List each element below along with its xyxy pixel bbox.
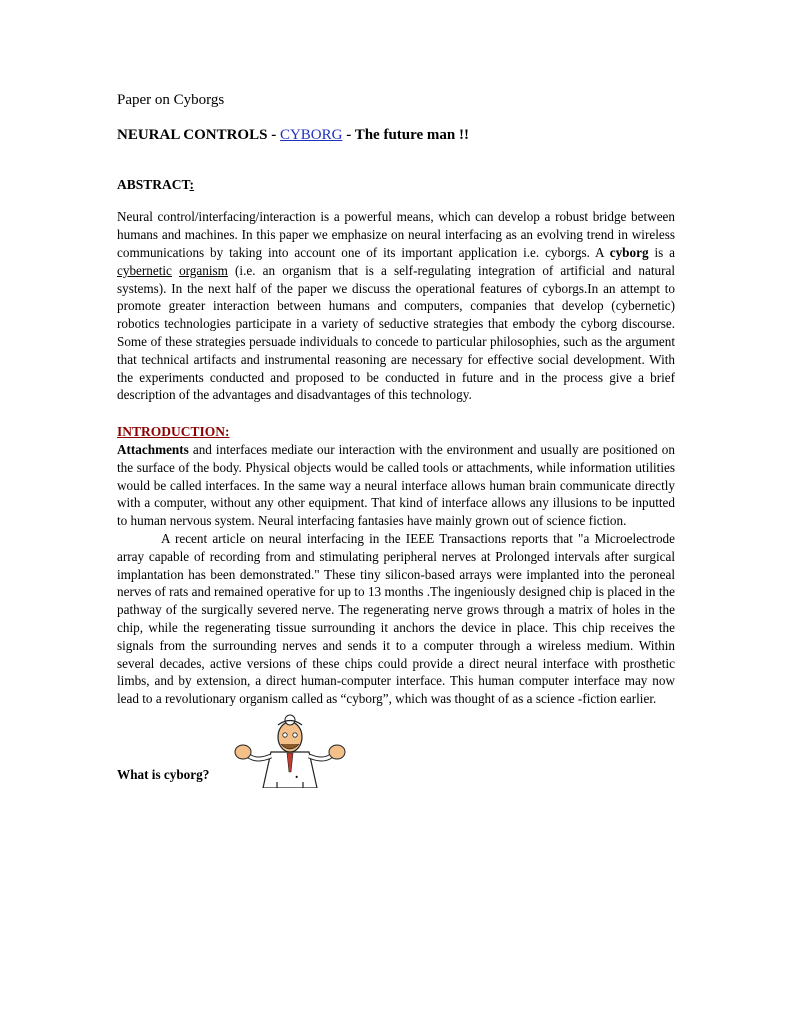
paper-headline [117, 127, 675, 145]
introduction-paragraph-1: Attachments and interfaces mediate our interaction with the environment and usually are positioned on the surface of the body. Physical objects would be called tools or attachments, while information utilities would be called interfaces. In the same way a neural interface allows human brain communicate directly with a computer, without any other equipment. That kind of interface allows any illusions to be inputted to human nervous system. Neural interfacing fantasies have mainly grown out of science fiction. [117, 441, 675, 529]
cyborg-link[interactable]: CYBORG [279, 126, 343, 143]
document-page [117, 92, 675, 792]
introduction-heading: INTRODUCTION: [117, 424, 230, 440]
organism-link[interactable]: organism [179, 262, 228, 278]
what-is-cyborg-row [117, 712, 675, 792]
abstract-paragraph: Neural control/interfacing/interaction is a powerful means, which can develop a robust bridge between humans and machines. In this paper we emphasize on neural interfacing as an evolving trend in wireless communications by taking into account one of its important application i.e. cyborgs. A cyborg is a cybernetic organism (i.e. an organism that is a self-regulating integration of artificial and natural systems). In the next half of the paper we discuss the operational features of cyborgs.In an attempt to promote greater interaction between humans and computers, companies that develop (cybernetic) robotics technologies participate in a variety of seductive strategies that embody the cyborg discourse. Some of these strategies persuade individuals to concede to particular philosophies, such as the argument that technical artifacts and instrumental reasoning are necessary for effective social development. With the experiments conducted and proposed to be conducted in future and in the process give a brief description of the advantages and disadvantages of this technology. [117, 209, 676, 403]
doctor-shrugging-icon [227, 712, 353, 788]
attachments-term: Attachments [117, 441, 189, 457]
what-is-cyborg-heading: What is cyborg? [117, 766, 210, 782]
document-title: Paper on Cyborgs [117, 92, 225, 108]
introduction-paragraph-2: A recent article on neural interfacing in the IEEE Transactions reports that "a Microelectrode array capable of recording from and stimulating peripheral nerves at Prolonged intervals after surgical implantation has been demonstrated." These tiny silicon-based arrays were implanted into the peroneal nerves of rats and remained operative for up to 13 months .The ingeniously designed chip is placed in the pathway of the surgically severed nerve. The regenerating nerve grows through a matrix of holes in the chip, while the regenerating tissue surrounding it anchors the device in place. This chip receives the signals from the surrounding nerves and sends it to a computer through a wireless medium. Within several decades, active versions of these chips could provide a direct neural interface with prosthetic limbs, and by extension, a direct human-computer interface. This human computer interface may now lead to a revolutionary organism called as “cyborg”, which was thought of as a science -fiction earlier. [117, 530, 675, 707]
headline-suffix: - The future man !! [342, 126, 469, 143]
heading-period: . [295, 765, 299, 781]
cybernetic-link[interactable]: cybernetic [117, 262, 172, 278]
cyborg-term: cyborg [609, 244, 649, 260]
headline-prefix: NEURAL CONTROLS - [117, 126, 280, 143]
abstract-heading: ABSTRACT: [117, 176, 195, 192]
